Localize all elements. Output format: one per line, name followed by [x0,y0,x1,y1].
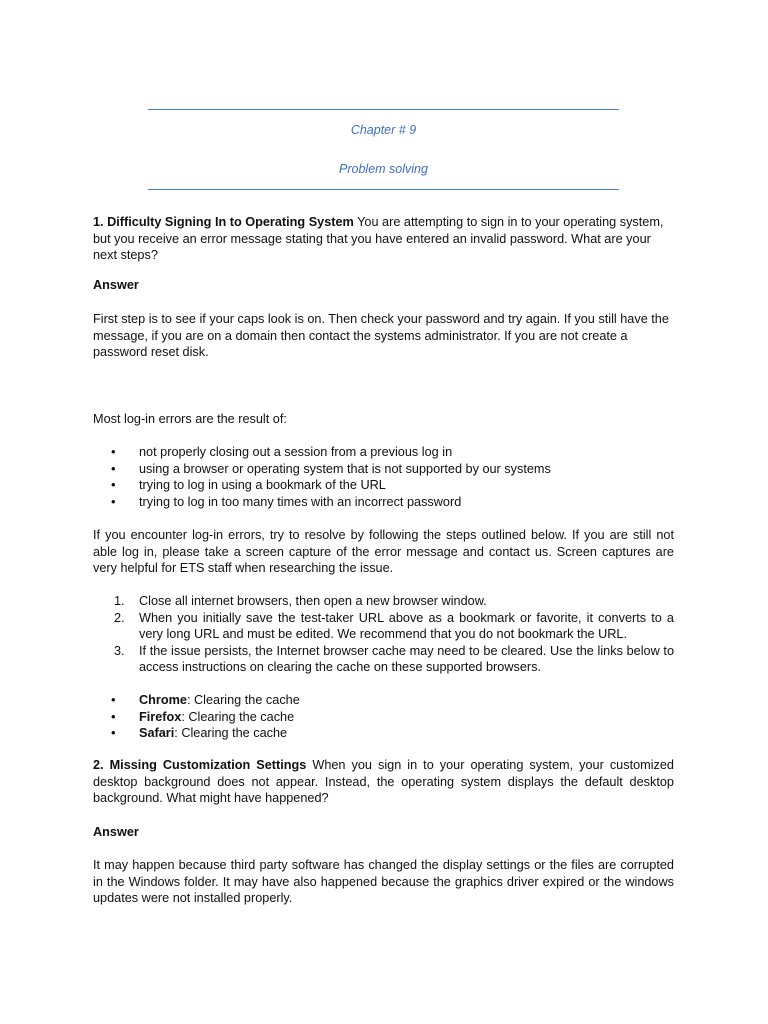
question-2-text: When you sign in to your operating system, your customized desktop background does not appear. Instead, the operating system displays the default desktop background. What might have happened? [93,758,674,805]
list-item [93,725,674,742]
answer-1-text: First step is to see if your caps look is on. Then check your password and try again. If you still have the message, if you are on a domain then contact the systems administrator. If you are not create a password reset disk. [93,312,669,359]
step-text: When you initially save the test-taker URL above as a bookmark or favorite, it converts to a very long URL and must be edited. We recommend that you do not bookmark the URL. [139,610,674,641]
login-errors-list-block [93,444,674,510]
steps-list [93,593,674,676]
list-item: • not properly closing out a session from a previous log in [93,444,674,461]
browser-link: : Clearing the cache [186,693,300,707]
chapter-heading: Chapter # 9 [350,123,417,137]
list-item [93,709,674,726]
step-number: 1. [114,594,125,608]
list-item [93,643,674,676]
login-errors-list [93,444,674,510]
answer-1-label-block [93,277,674,294]
login-errors-intro: Most log-in errors are the result of: [93,412,287,426]
answer-2-label-block [93,824,674,841]
question-2-title: 2. Missing Customization Settings [93,758,307,772]
list-item: • trying to log in too many times with an incorrect password [93,494,674,511]
steps-block [93,593,674,676]
header-bottom-rule [148,189,619,190]
answer-2-text: It may happen because third party software has changed the display settings or the files are corrupted in the Windows folder. It may have also happened because the graphics driver expired or the windows updates were not installed properly. [93,858,674,905]
question-1-text: You are attempting to sign in to your operating system, but you receive an error message stating that you have entered an invalid password. What are your next steps? [93,215,664,262]
answer-1-label: Answer [93,278,139,292]
browsers-list [93,692,674,742]
list-item: • trying to log in using a bookmark of the URL [93,477,674,494]
list-item [93,610,674,643]
browser-name: Safari [139,726,175,740]
header-top-rule [148,109,619,110]
resolve-paragraph: If you encounter log-in errors, try to resolve by following the steps outlined below. If you are still not able log in, please take a screen capture of the error message and contact us. Screen captures are very helpful for ETS staff when researching the issue. [93,528,674,575]
browser-name: Firefox [139,709,182,724]
list-item: • using a browser or operating system that is not supported by our systems [93,461,674,478]
browser-name: Chrome [139,693,187,707]
question-2 [93,757,674,807]
step-number: 3. [114,643,125,658]
browsers-block [93,692,674,742]
question-1-title: 1. Difficulty Signing In to Operating System [93,215,354,229]
list-item [93,593,674,610]
chapter-subtitle: Problem solving [339,162,428,176]
step-text: If the issue persists, the Internet browser cache may need to be cleared. Use the links below to access instructions on clearing the cache on these supported browsers. [139,643,674,674]
step-number: 2. [114,610,125,625]
step-text: Close all internet browsers, then open a new browser window. [139,594,487,608]
browser-link: : Clearing the cache [174,726,288,740]
list-item [93,692,674,709]
question-1 [93,214,674,264]
answer-2-label: Answer [93,825,139,839]
browser-link: : Clearing the cache [181,709,295,724]
